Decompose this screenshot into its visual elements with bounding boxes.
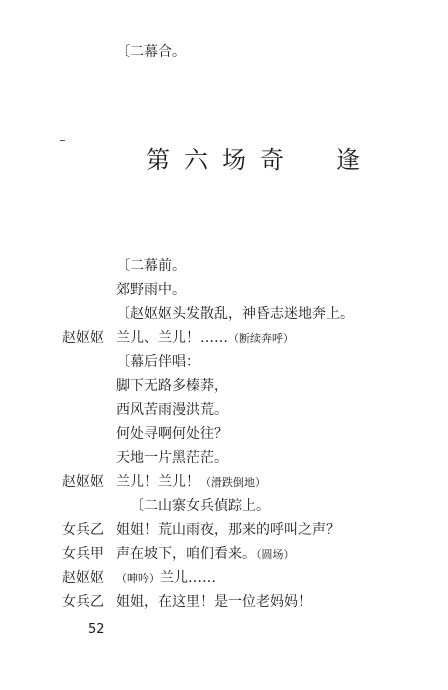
print-speck: [60, 140, 65, 141]
speaker-name: 赵妪妪: [62, 330, 104, 346]
speaker-name: 女兵甲: [62, 546, 104, 562]
scene-title: 第六场奇 逢: [146, 146, 374, 174]
dialogue-text: 兰儿！兰儿！: [116, 474, 200, 490]
song-line-1: 脚下无路多榛莽，: [116, 378, 228, 394]
speaker-name: 女兵乙: [62, 594, 104, 610]
dialogue-text: 兰儿、兰儿！……: [116, 330, 228, 346]
dialogue-line: [116, 472, 266, 493]
speaker-name: 赵妪妪: [62, 474, 104, 490]
song-line-3: 何处寻啊何处往？: [116, 426, 228, 442]
speaker-name: 女兵乙: [62, 522, 104, 538]
dialogue-line: [116, 568, 216, 589]
stage-note: （滑跌倒地）: [200, 476, 266, 489]
stage-direction-soldiers: 〔二山寨女兵偵踪上。: [130, 498, 270, 514]
stage-note: （呻吟）: [116, 572, 160, 585]
dialogue-line: 姐姐！荒山雨夜，那来的呼叫之声？: [116, 522, 340, 538]
dialogue-line: [116, 544, 295, 565]
stage-note: （圆场）: [256, 548, 295, 561]
dialogue-line: [116, 328, 294, 349]
dialogue-text: 兰儿……: [160, 570, 216, 586]
stage-direction-enter: 〔赵妪妪头发散乱，神昏志迷地奔上。: [116, 306, 354, 322]
song-line-2: 西风苦雨漫洪荒。: [116, 402, 228, 418]
dialogue-text: 声在坡下，咱们看来。: [116, 546, 256, 562]
page-number: 52: [88, 622, 105, 637]
speaker-name: 赵妪妪: [62, 570, 104, 586]
song-line-4: 天地一片黑茫茫。: [116, 450, 228, 466]
stage-direction-curtain-front: 〔二幕前。: [116, 258, 186, 274]
stage-note: （断续奔呼）: [228, 332, 294, 345]
stage-direction-curtain-close: 〔二幕合。: [116, 44, 186, 60]
dialogue-line: 姐姐，在这里！是一位老妈妈！: [116, 594, 312, 610]
setting-line: 郊野雨中。: [116, 282, 186, 298]
stage-direction-offstage: 〔幕后伴唱：: [116, 354, 200, 370]
